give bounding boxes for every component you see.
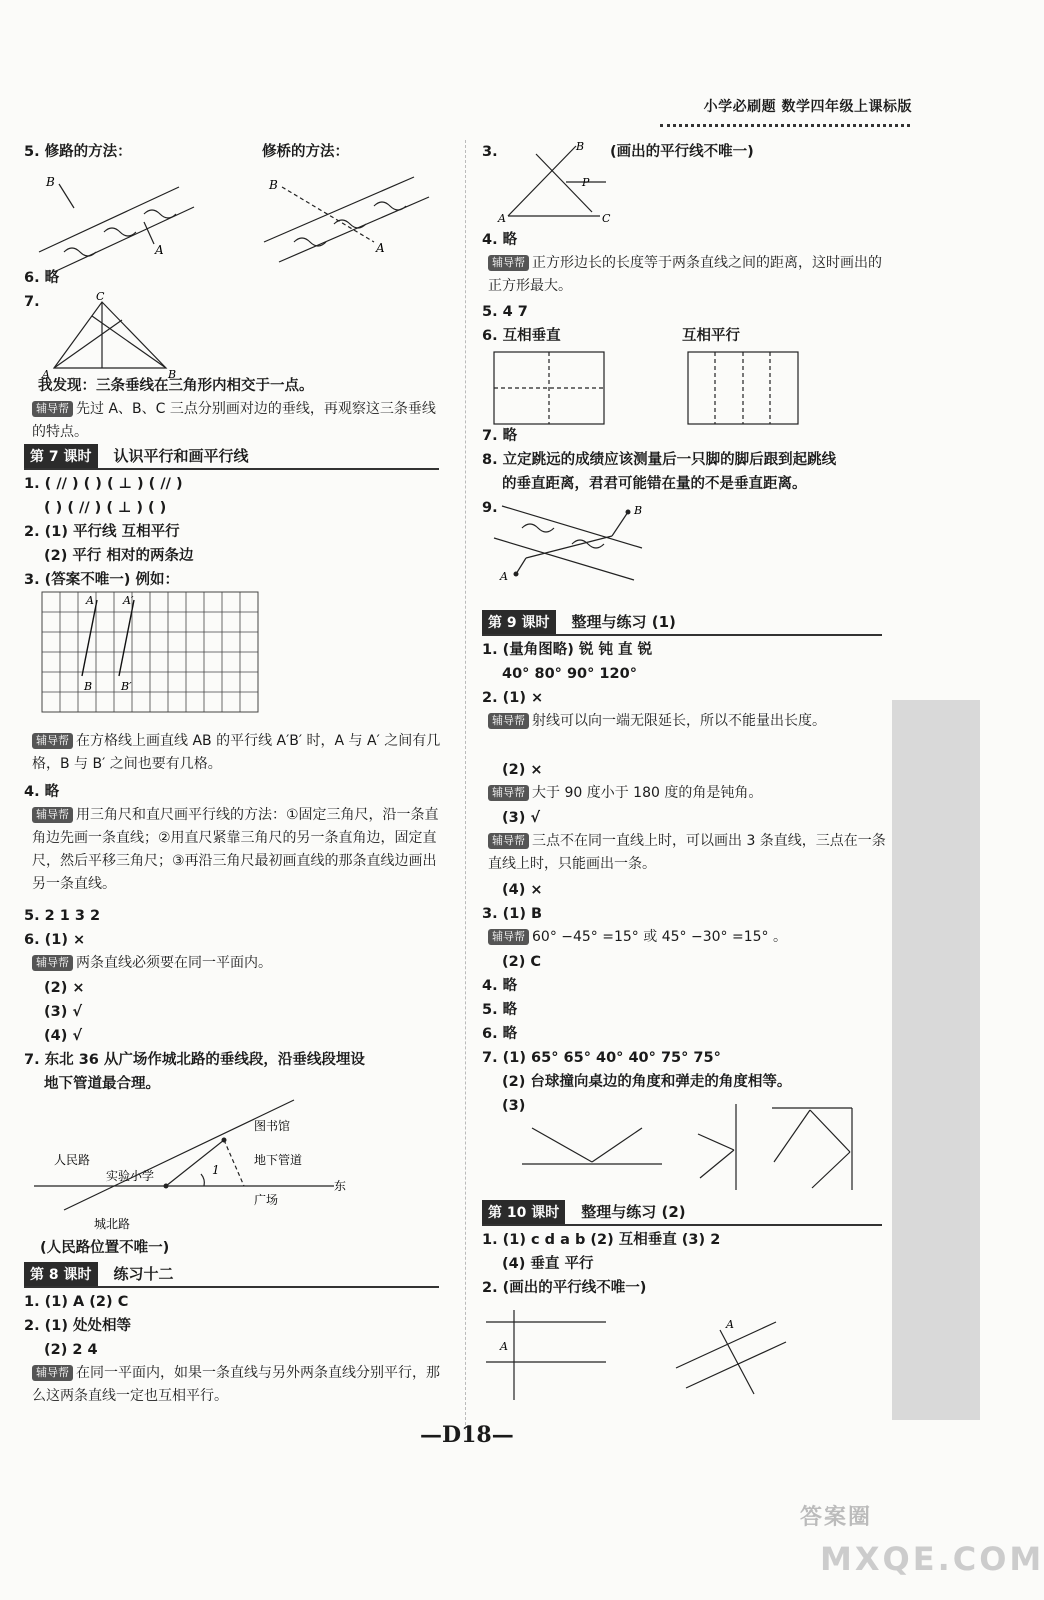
l9-q2-3-note: 辅导帮 三点不在同一直线上时，可以画出 3 条直线，三点在一条直线上时，只能画出一条。	[488, 833, 886, 872]
l9-q1a: 1. (量角图略) 锐 钝 直 锐	[482, 642, 653, 658]
lesson8-title: 练习十二	[113, 1265, 174, 1283]
l10-q2: 2. (画出的平行线不唯一)	[482, 1280, 647, 1296]
l7-q6-1: 6. (1) ×	[24, 932, 86, 948]
l9-q2-2-note: 辅导帮 大于 90 度小于 180 度的角是钝角。	[488, 782, 893, 805]
triangle-figure	[34, 290, 194, 380]
label-a: A	[42, 368, 50, 381]
parallel-figure	[496, 140, 616, 228]
label-a: A	[498, 212, 506, 225]
l7-q5: 5. 2 1 3 2	[24, 908, 101, 924]
l7-q4-note: 辅导帮 用三角尺和直尺画平行线的方法：①固定三角尺，沿一条直角边先画一条直线；②用直尺紧靠三角尺的另一条直角边，固定直尺，然后平移三角尺；③再沿三角尺最初画直线的那条直线边画出另一条直线。	[32, 807, 439, 892]
l9-q7-3: (3)	[502, 1098, 526, 1114]
l9-q3-1: 3. (1) B	[482, 906, 543, 922]
l9-q3-note: 辅导帮 60° −45° =15° 或 45° −30° =15° 。	[488, 926, 893, 949]
l9-q7-1: 7. (1) 65° 65° 40° 40° 75° 75°	[482, 1050, 721, 1066]
r-q6a: 6. 互相垂直	[482, 328, 561, 344]
lesson9-number: 第 9 课时	[482, 610, 556, 634]
label-a: A	[86, 594, 94, 607]
lesson9-title: 整理与练习 (1)	[571, 613, 676, 631]
l7-q6-4: (4) √	[44, 1028, 83, 1044]
l8-q2b: (2) 2 4	[44, 1342, 98, 1358]
l7-q7a: 7. 东北 36 从广场作城北路的垂线段，沿垂线段埋设	[24, 1052, 365, 1068]
column-divider	[465, 140, 467, 1430]
watermark-text: 答案圈	[800, 1505, 873, 1530]
l7-q6-3: (3) √	[44, 1004, 83, 1020]
label-b: B	[634, 504, 643, 517]
q7-found: 我发现：三条垂线在三角形内相交于一点。	[38, 378, 314, 394]
lesson7-title: 认识平行和画平行线	[113, 447, 249, 465]
l8-q1: 1. (1) A (2) C	[24, 1294, 129, 1310]
q7-note: 辅导帮 先过 A、B、C 三点分别画对边的垂线，再观察这三条垂线的特点。	[32, 401, 436, 440]
l7-q6-2: (2) ×	[44, 980, 85, 996]
l7-q4: 4. 略	[24, 784, 60, 800]
r-q8b: 的垂直距离，君君可能错在量的不是垂直距离。	[502, 476, 807, 492]
r-q9: 9.	[482, 500, 498, 516]
l7-q2a: 2. (1) 平行线 互相平行	[24, 524, 180, 540]
l8-q2a: 2. (1) 处处相等	[24, 1318, 132, 1334]
label-p: P	[582, 176, 590, 189]
q5-label-bridge: 修桥的方法：	[262, 144, 349, 160]
l7-q3: 3. (答案不唯一) 例如：	[24, 572, 179, 588]
header-title: 小学必刷题 数学四年级上课标版	[703, 99, 912, 115]
helper-tag: 辅导帮	[32, 401, 73, 417]
map-pipe: 地下管道	[254, 1153, 303, 1167]
label-a-prime: A′	[123, 594, 134, 607]
map-library: 图书馆	[254, 1119, 291, 1133]
label-b-bridge: B	[269, 178, 278, 192]
lesson10-number: 第 10 课时	[482, 1200, 565, 1224]
q7: 7.	[24, 294, 40, 310]
l9-q5: 5. 略	[482, 1002, 518, 1018]
library-dot	[222, 1138, 227, 1143]
l9-q7-2: (2) 台球撞向桌边的角度和弹走的角度相等。	[502, 1074, 792, 1090]
l9-q2-3: (3) √	[502, 810, 541, 826]
label-b-road: B	[46, 175, 55, 189]
lesson10-title: 整理与练习 (2)	[581, 1203, 686, 1221]
map-school: 实验小学	[106, 1169, 155, 1183]
header-divider	[660, 124, 910, 127]
r-q6b: 互相平行	[682, 328, 740, 344]
label-a-road: A	[155, 243, 164, 257]
l9-q2-1: 2. (1) ×	[482, 690, 544, 706]
l9-q2-2: (2) ×	[502, 762, 543, 778]
lesson9-heading	[482, 610, 882, 636]
r-q5: 5. 4 7	[482, 304, 528, 320]
lesson8-number: 第 8 课时	[24, 1262, 98, 1286]
r-q3: 3.	[482, 144, 498, 160]
map-square: 广场	[254, 1193, 279, 1207]
road-bridge-figure	[34, 162, 454, 272]
l8-q2-note: 辅导帮 在同一平面内，如果一条直线与另外两条直线分别平行，那么这两条直线一定也互相平行。	[32, 1365, 440, 1404]
label-b: B	[84, 680, 93, 693]
label-a-left: A	[500, 1340, 508, 1353]
school-dot	[164, 1184, 169, 1189]
l10-q1b: (4) 垂直 平行	[502, 1256, 594, 1272]
l7-q7b: 地下管道最合理。	[44, 1076, 160, 1092]
r-q7: 7. 略	[482, 428, 518, 444]
l7-q1b: ( ) ( // ) ( ⊥ ) ( )	[44, 500, 167, 516]
label-b: B	[576, 140, 585, 153]
r-q3-note: (画出的平行线不唯一)	[610, 144, 754, 160]
r-q8a: 8. 立定跳远的成绩应该测量后一只脚的脚后跟到起跳线	[482, 452, 837, 468]
page-number: —D18—	[420, 1422, 514, 1448]
label-a: A	[500, 570, 508, 583]
label-a-right: A	[726, 1318, 734, 1331]
l9-q3-2: (2) C	[502, 954, 542, 970]
map-figure	[34, 1100, 434, 1230]
lesson10-heading	[482, 1200, 882, 1226]
label-a-bridge: A	[376, 241, 385, 255]
label-b-prime: B′	[121, 680, 132, 693]
q6: 6. 略	[24, 270, 60, 286]
side-decoration	[892, 700, 980, 1420]
r-q4: 4. 略	[482, 232, 518, 248]
label-c: C	[602, 212, 611, 225]
l9-q2-1-note: 辅导帮 射线可以向一端无限延长，所以不能量出长度。	[488, 710, 893, 733]
l10-figure	[486, 1300, 806, 1410]
lesson8-heading	[24, 1262, 439, 1288]
billiards-figure	[512, 1098, 892, 1198]
river-figure	[492, 498, 672, 594]
l9-q6: 6. 略	[482, 1026, 518, 1042]
label-c: C	[96, 290, 105, 303]
l7-q2b: (2) 平行 相对的两条边	[44, 548, 194, 564]
l7-q1a: 1. ( // ) ( ) ( ⊥ ) ( // )	[24, 476, 183, 492]
map-angle: 1	[212, 1163, 220, 1177]
map-east: 东	[334, 1179, 347, 1193]
label-b: B	[168, 368, 177, 381]
q5-label-road: 5. 修路的方法：	[24, 144, 132, 160]
map-people-road: 人民路	[54, 1153, 91, 1167]
l9-q2-4: (4) ×	[502, 882, 543, 898]
lesson7-number: 第 7 课时	[24, 444, 98, 468]
l9-q4: 4. 略	[482, 978, 518, 994]
r-q4-note: 辅导帮 正方形边长的长度等于两条直线之间的距离，这时画出的正方形最大。	[488, 255, 882, 294]
lesson7-heading	[24, 444, 439, 470]
l10-q1a: 1. (1) c d a b (2) 互相垂直 (3) 2	[482, 1232, 721, 1248]
rectangles-figure	[492, 350, 812, 426]
watermark-url: MXQE.COM	[820, 1540, 1044, 1578]
map-north-road: 城北路	[94, 1217, 131, 1231]
grid-figure	[42, 592, 262, 722]
l7-q7-note: (人民路位置不唯一)	[40, 1240, 170, 1256]
l7-q3-note: 辅导帮 在方格线上画直线 AB 的平行线 A′B′ 时，A 与 A′ 之间有几格，B 与 B′ 之间也要有几格。	[32, 733, 441, 772]
l7-q6-note: 辅导帮 两条直线必须要在同一平面内。	[32, 952, 442, 975]
l9-q1b: 40° 80° 90° 120°	[502, 666, 637, 682]
